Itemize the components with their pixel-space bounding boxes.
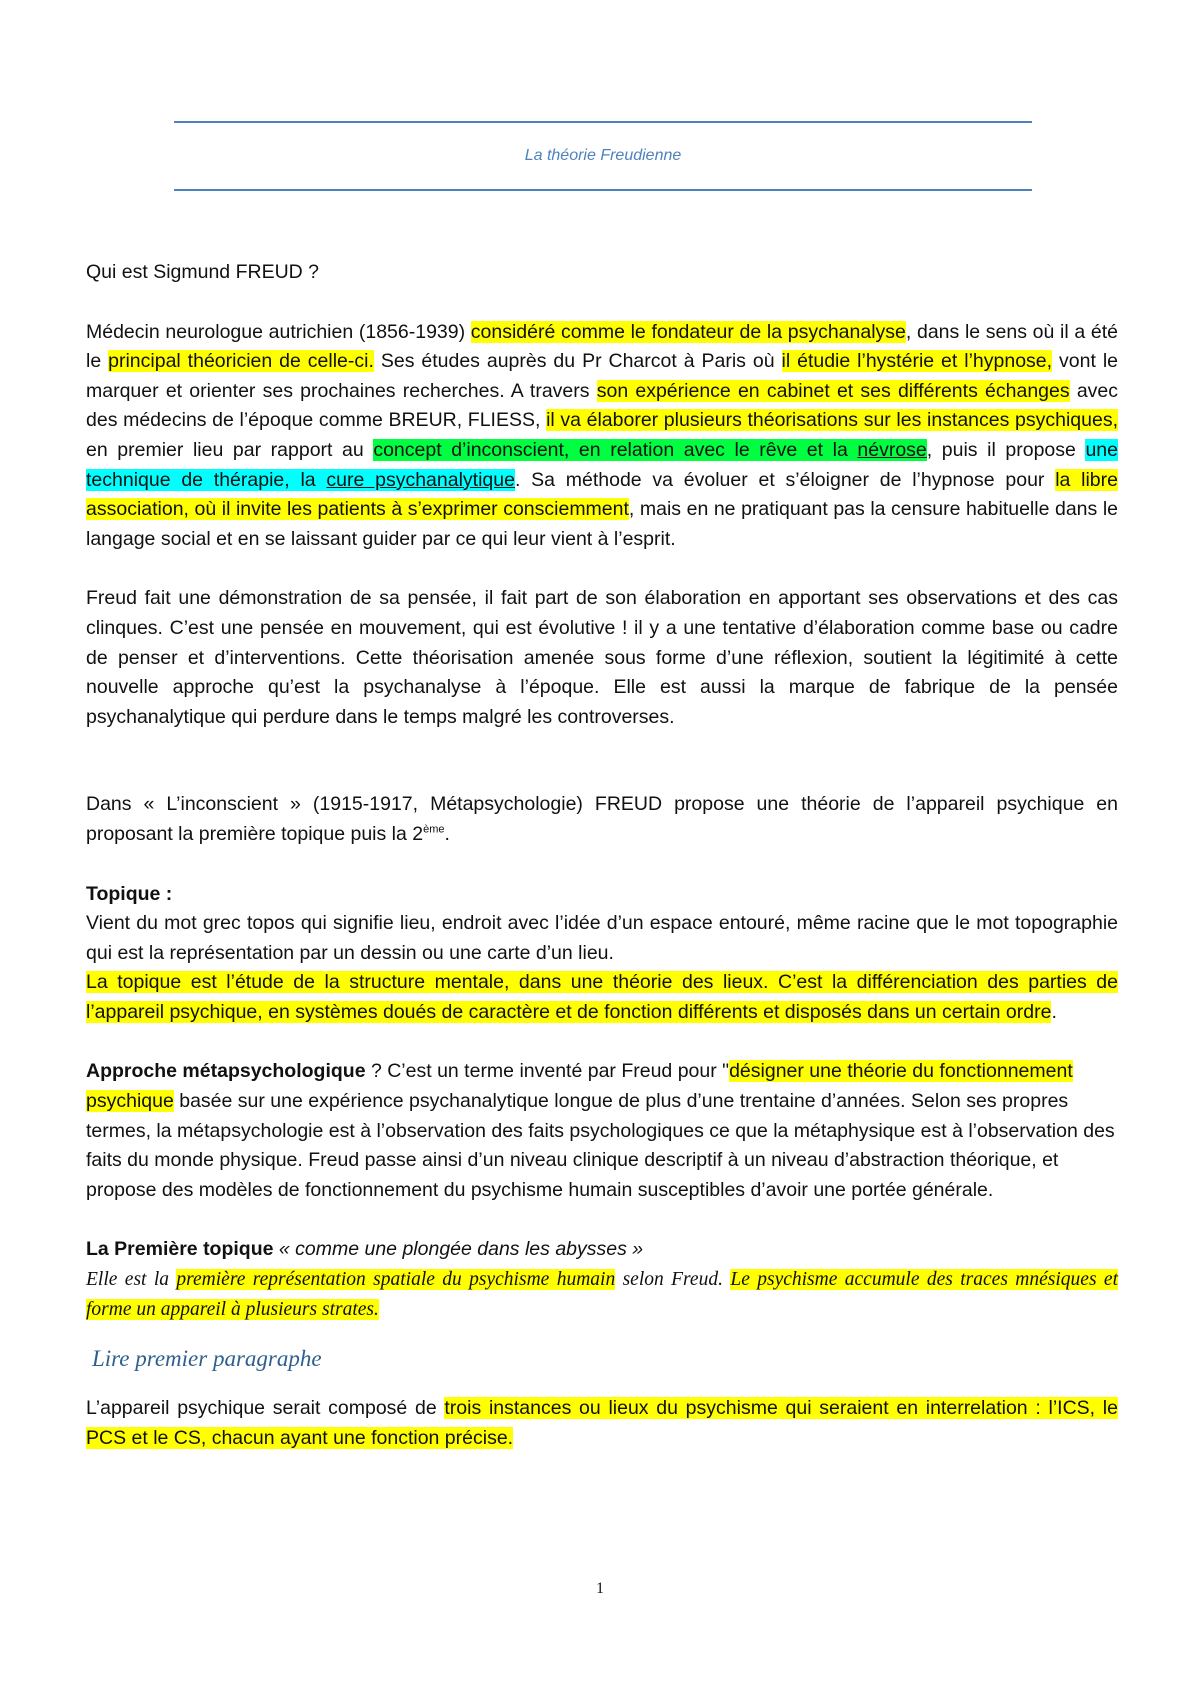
highlight-run: considéré comme le fondateur de la psychanalyse <box>470 320 906 343</box>
highlight-run: trois instances ou lieux du psychisme qui seraient en interrelation : l’ICS, le PCS et le CS, chacun ayant une fonction précise. <box>86 1397 1118 1449</box>
text-run: , puis il propose <box>926 438 1086 461</box>
highlight-run: son expérience en cabinet et ses différents échanges <box>596 379 1070 402</box>
text-run: Médecin neurologue autrichien (1856-1939) <box>86 320 471 343</box>
superscript: ème <box>423 823 445 836</box>
highlight-run: La topique est l’étude de la structure mentale, dans une théorie des lieux. C’est la différenciation des parties de l’appareil psychique, en systèmes doués de caractère et de fonction différents et disposés dans un certain ordre <box>86 971 1118 1023</box>
paragraph-topique-highlight <box>86 968 1118 1027</box>
cyan-underline-run: cure psychanalytique <box>326 468 515 491</box>
text-run: . <box>1051 1000 1057 1023</box>
cyan-highlight-run: une technique de thérapie, la <box>86 438 1118 491</box>
approche-heading: Approche métapsychologique <box>86 1060 366 1083</box>
highlight-run: il étudie l’hystérie et l’hypnose, <box>781 350 1053 373</box>
paragraph-freud-pensee: Freud fait une démonstration de sa pensée, il fait part de son élaboration en apportant ses observations et des cas clinques. C’est une pensée en mouvement, qui est évolutive ! il y a une tentative d’élaboration comme base ou cadre de penser et d’interventions. Cette théorisation amenée sous forme d’une réflexion, soutient la légitimité à cette nouvelle approche qu’est la psychanalyse à l’époque. Elle est aussi la marque de fabrique de la pensée psychanalytique qui perdure dans le temps malgré les controverses. <box>86 587 1118 728</box>
text-run: avec des médecins de l’époque comme BREUR, FLIESS, <box>86 379 1119 432</box>
text-run: . Sa méthode va évoluer et s’éloigner de l’hypnose pour <box>514 468 1056 491</box>
paragraph-premiere-topique <box>86 1265 1118 1324</box>
text-run: ? C’est un terme inventé par Freud pour " <box>365 1060 730 1083</box>
header-rule-bottom <box>174 189 1032 191</box>
text-run: selon Freud. <box>615 1269 731 1291</box>
highlight-run: principal théoricien de celle-ci. <box>108 350 374 373</box>
text-run: vont le marquer et orienter ses prochaines recherches. A travers <box>86 350 1118 402</box>
topique-heading: Topique : <box>86 882 173 905</box>
premiere-topique-subtitle: « comme une plongée dans les abysses » <box>273 1238 644 1261</box>
highlight-run: première représentation spatiale du psychisme humain <box>176 1269 616 1291</box>
text-run: . <box>444 822 450 845</box>
text-run: Dans « L’inconscient » (1915-1917, Métapsychologie) FREUD propose une théorie de l’appareil psychique en proposant la première topique puis la 2 <box>86 793 1118 845</box>
document-body <box>86 258 1118 1453</box>
text-run: en premier lieu par rapport au <box>86 438 374 461</box>
highlight-run: il va élaborer plusieurs théorisations sur les instances psychiques, <box>546 409 1118 432</box>
lire-premier-paragraphe-heading: Lire premier paragraphe <box>92 1346 322 1372</box>
highlight-run: désigner une théorie du fonctionnement psychique <box>86 1060 1073 1113</box>
paragraph-approche <box>86 1057 1118 1205</box>
text-run: Ses études auprès du Pr Charcot à Paris où <box>373 350 782 373</box>
highlight-run: la libre association, où il invite les patients à s’exprimer consciemment <box>86 468 1118 521</box>
paragraph-appareil-psychique <box>86 1394 1118 1453</box>
text-run: , mais en ne pratiquant pas la censure habituelle dans le langage social et en se laissant guider par ce qui leur vient à l’esprit. <box>86 498 1118 550</box>
premiere-topique-heading: La Première topique <box>86 1238 274 1261</box>
intro-paragraph <box>86 318 1118 555</box>
intro-question: Qui est Sigmund FREUD ? <box>86 261 320 283</box>
paragraph-inconscient <box>86 790 1118 849</box>
page-number: 1 <box>596 1580 604 1597</box>
text-run: Elle est la <box>86 1269 177 1291</box>
header-title: La théorie Freudienne <box>524 147 682 164</box>
header-rule-top <box>174 121 1032 123</box>
green-highlight-run: concept d’inconscient, en relation avec le rêve et la <box>373 438 858 461</box>
green-underline-run: névrose <box>857 438 927 461</box>
premiere-topique-heading-line <box>86 1235 1118 1265</box>
highlight-run: Le psychisme accumule des traces mnésiques et forme un appareil à plusieurs strates. <box>86 1269 1118 1320</box>
text-run: basée sur une expérience psychanalytique longue de plus d’une trentaine d’années. Selon ses propres termes, la métapsychologie est à l’observation des faits psychologiques ce que la métaphysique est à l’observation des faits du monde physique. Freud passe ainsi d’un niveau clinique descriptif à un niveau d’abstraction théorique, et propose des modèles de fonctionnement du psychisme humain susceptibles d’avoir une portée générale. <box>86 1090 1115 1201</box>
paragraph-topique: Vient du mot grec topos qui signifie lieu, endroit avec l’idée d’un espace entouré, même racine que le mot topographie qui est la représentation par un dessin ou une carte d’un lieu. <box>86 912 1118 964</box>
text-run: , dans le sens où il a été le <box>86 320 1118 373</box>
text-run: L’appareil psychique serait composé de <box>86 1397 445 1420</box>
